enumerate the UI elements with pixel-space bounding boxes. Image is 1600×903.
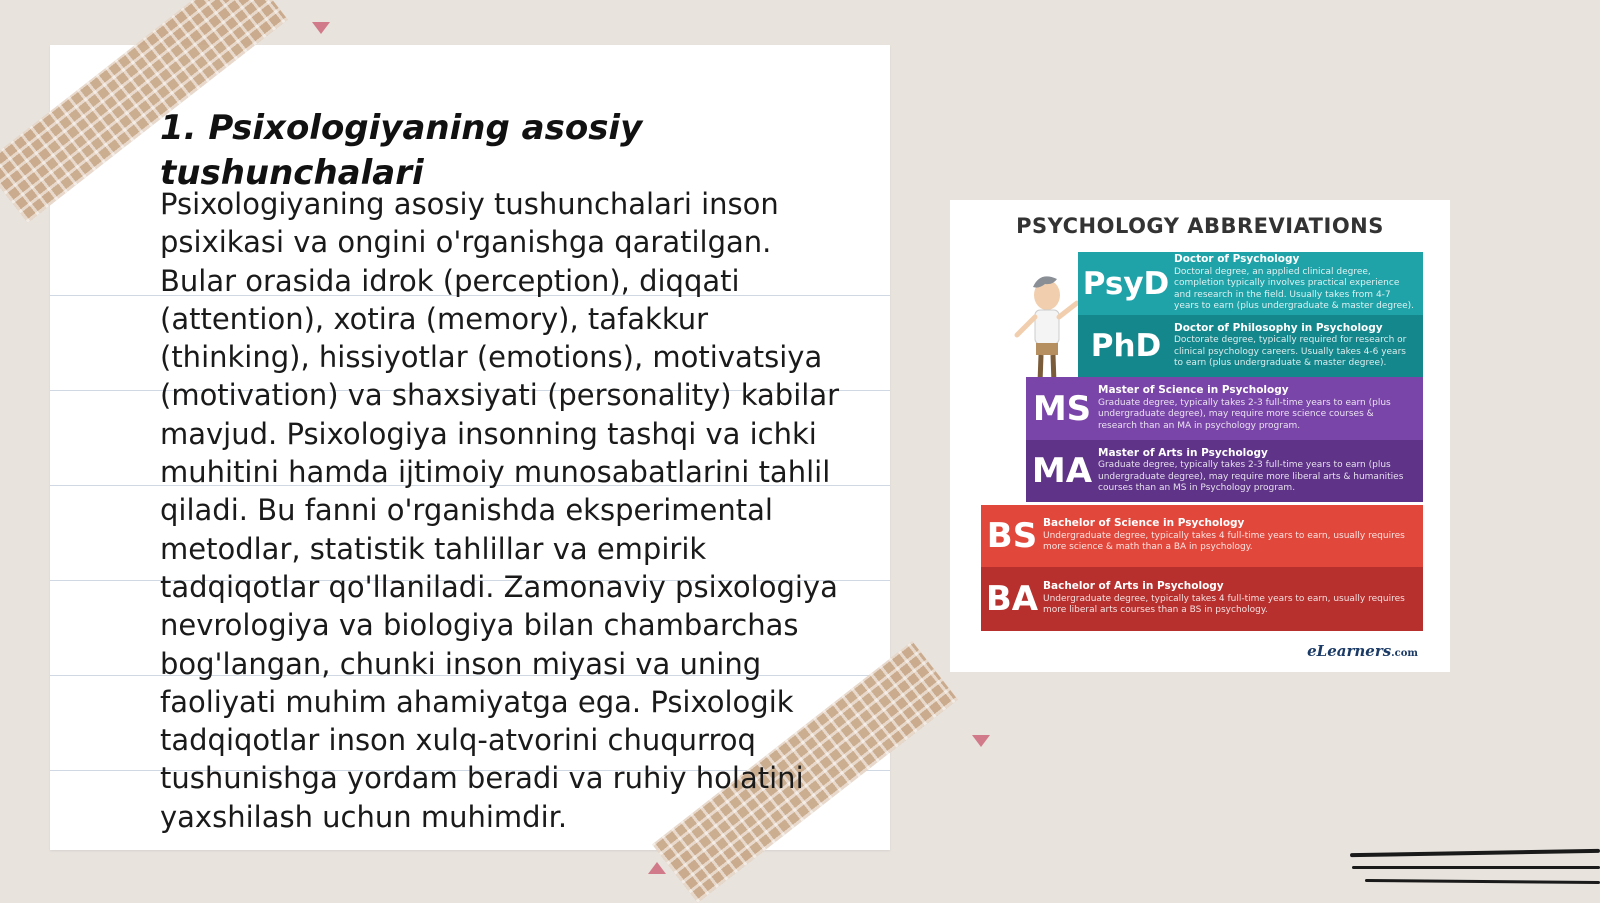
degree-description xyxy=(1174,254,1423,313)
degree-name: Master of Arts in Psychology xyxy=(1098,446,1268,459)
degree-band-phd xyxy=(1078,315,1423,377)
decorative-stroke xyxy=(1350,849,1600,857)
degree-name: Doctor of Philosophy in Psychology xyxy=(1174,321,1383,334)
degree-description xyxy=(1098,385,1423,432)
pin-icon xyxy=(312,22,330,34)
degree-name: Bachelor of Science in Psychology xyxy=(1043,517,1245,530)
degree-abbr: PsyD xyxy=(1082,265,1170,302)
infographic-title: PSYCHOLOGY ABBREVIATIONS xyxy=(1016,214,1384,238)
degree-abbr: MS xyxy=(1032,388,1092,429)
degree-band-psyd xyxy=(1078,252,1423,315)
brand-name: eLearners xyxy=(1307,642,1392,660)
degree-band-ma xyxy=(1026,440,1423,502)
brand-suffix: .com xyxy=(1391,648,1418,659)
degree-band-ms xyxy=(1026,377,1423,440)
decorative-stroke xyxy=(1352,866,1600,869)
degree-desc-text: Graduate degree, typically takes 2-3 full-time years to earn (plus undergraduate degree), may require more liberal arts & humanities courses than an MS in Psychology program. xyxy=(1098,460,1404,493)
abbreviations-infographic xyxy=(950,200,1450,672)
decorative-stroke xyxy=(1365,879,1600,884)
degree-abbr: BS xyxy=(986,516,1038,556)
degree-abbr: BA xyxy=(985,579,1039,619)
degree-description xyxy=(1043,518,1423,554)
degree-abbr: MA xyxy=(1031,451,1093,491)
degree-description xyxy=(1098,448,1423,495)
elearners-logo xyxy=(1307,642,1418,660)
degree-description xyxy=(1174,323,1423,370)
slide-body: Psixologiyaning asosiy tushunchalari inson psixikasi va ongini o'rganishga qaratilgan. Bular orasida idrok (perception), diqqati (attention), xotira (memory), tafakkur (thinking), hissiyotlar (emotions), motivatsiya (motivation) va shaxsiyati (personality) kabilar mavjud. Psixologiya insonning tashqi va ichki muhitini hamda ijtimoiy munosabatlarini tahlil qiladi. Bu fanni o'rganishda eksperimental metodlar, statistik tahlillar va empirik tadqiqotlar qo'llaniladi. Zamonaviy psixologiya nevrologiya va biologiya bilan chambarchas bog'langan, chunki inson miyasi va uning faoliyati muhim ahamiyatga ega. Psixologik tadqiqotlar inson xulq-atvorini chuqurroq tushunishga yordam beradi va ruhiy holatini yaxshilash uchun muhimdir. xyxy=(160,187,840,834)
degree-name: Doctor of Psychology xyxy=(1174,253,1300,266)
pin-icon xyxy=(648,862,666,874)
degree-band-ba xyxy=(981,567,1423,631)
degree-description xyxy=(1043,581,1423,617)
degree-band-bs xyxy=(981,505,1423,567)
degree-desc-text: Undergraduate degree, typically takes 4 full-time years to earn, usually requires more liberal arts courses than a BS in psychology. xyxy=(1043,593,1405,616)
degree-desc-text: Doctoral degree, an applied clinical degree, completion typically involves practical experience and research in the field. Usually takes from 4-7 years to earn (plus undergraduate & master degree). xyxy=(1174,266,1415,312)
degree-abbr: PhD xyxy=(1090,328,1162,364)
degree-desc-text: Graduate degree, typically takes 2-3 full-time years to earn (plus undergraduate degree), may require more science courses & research than an MA in psychology program. xyxy=(1098,397,1391,431)
degree-name: Bachelor of Arts in Psychology xyxy=(1043,580,1224,593)
student-figure-icon xyxy=(1005,265,1085,390)
degree-desc-text: Undergraduate degree, typically takes 4 full-time years to earn, usually requires more science & math than a BA in psychology. xyxy=(1043,530,1405,553)
slide-title: 1. Psixologiyaning asosiy tushunchalari xyxy=(160,108,643,193)
pin-icon xyxy=(972,735,990,747)
degree-desc-text: Doctorate degree, typically required for research or clinical psychology careers. Usually takes 4-6 years to earn (plus undergraduate & master degree). xyxy=(1174,335,1407,368)
degree-name: Master of Science in Psychology xyxy=(1098,384,1289,396)
